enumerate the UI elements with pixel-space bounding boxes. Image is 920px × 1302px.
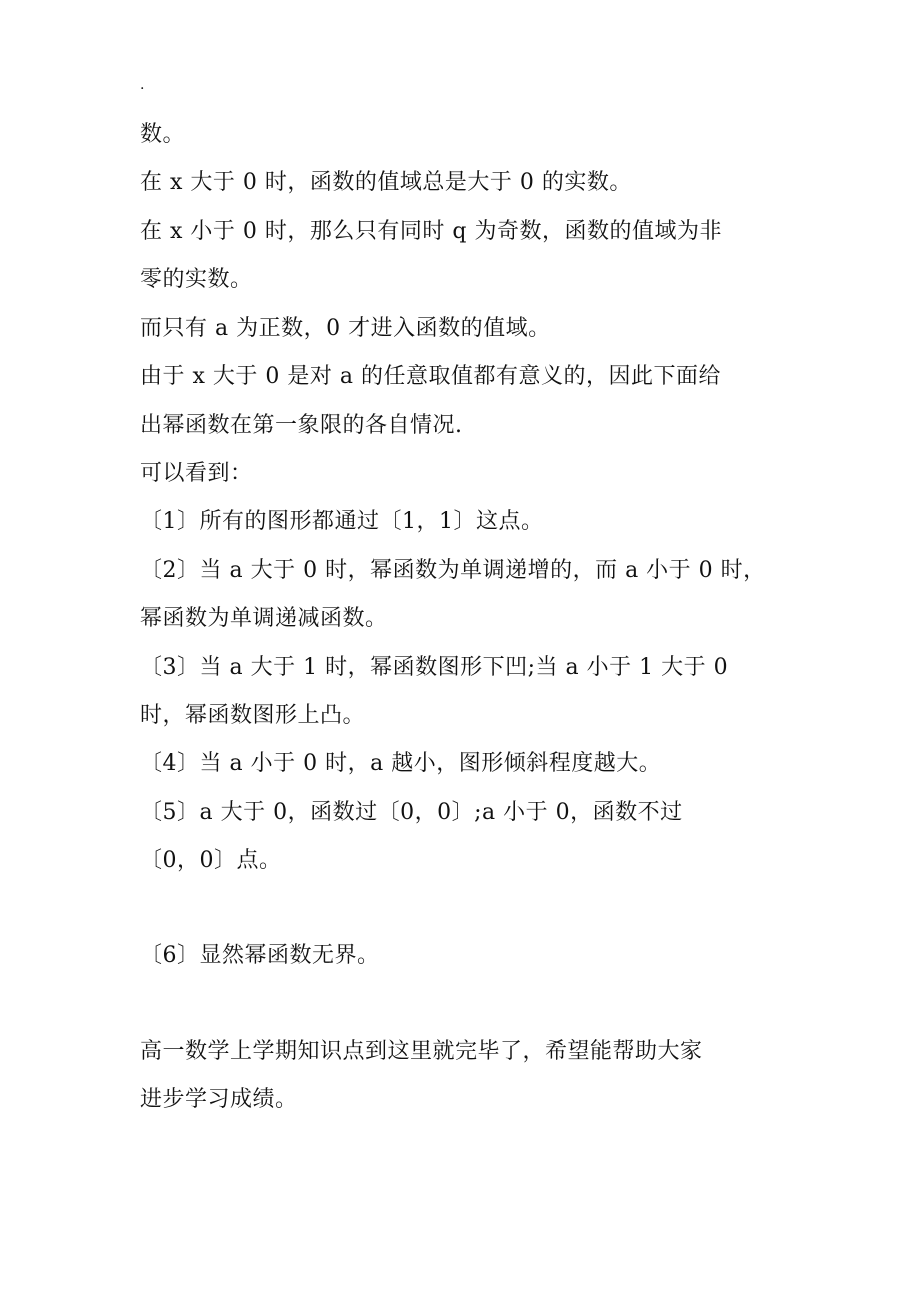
text-line: 零的实数。 (140, 267, 253, 292)
text-line: 时，幂函数图形上凸。 (140, 703, 366, 728)
text-line: 在 x 小于 0 时，那么只有同时 q 为奇数，函数的值域为非 (140, 219, 722, 244)
text-line: 可以看到： (140, 461, 253, 486)
text-line: 〔4〕当 a 小于 0 时，a 越小，图形倾斜程度越大。 (140, 751, 662, 776)
text-line: 〔2〕当 a 大于 0 时，幂函数为单调递增的，而 a 小于 0 时， (140, 558, 766, 583)
text-line: 数。 (140, 122, 186, 147)
text-line: 由于 x 大于 0 是对 a 的任意取值都有意义的，因此下面给 (140, 364, 721, 389)
text-line: 〔3〕当 a 大于 1 时，幂函数图形下凹;当 a 小于 1 大于 0 (140, 655, 729, 680)
text-line: 在 x 大于 0 时，函数的值域总是大于 0 的实数。 (140, 170, 632, 195)
text-line: 〔5〕a 大于 0，函数过〔0，0〕;a 小于 0，函数不过 (140, 800, 683, 825)
text-line: 而只有 a 为正数，0 才进入函数的值域。 (140, 316, 551, 341)
text-line: 进步学习成绩。 (140, 1087, 298, 1112)
text-line: 〔0，0〕点。 (140, 848, 282, 873)
text-line: 〔1〕所有的图形都通过〔1，1〕这点。 (140, 509, 544, 534)
page-marker: . (140, 77, 145, 93)
text-line: 〔6〕显然幂函数无界。 (140, 943, 380, 968)
text-line: 出幂函数在第一象限的各自情况. (140, 413, 463, 438)
text-line: 高一数学上学期知识点到这里就完毕了，希望能帮助大家 (140, 1039, 703, 1064)
text-line: 幂函数为单调递减函数。 (140, 606, 388, 631)
